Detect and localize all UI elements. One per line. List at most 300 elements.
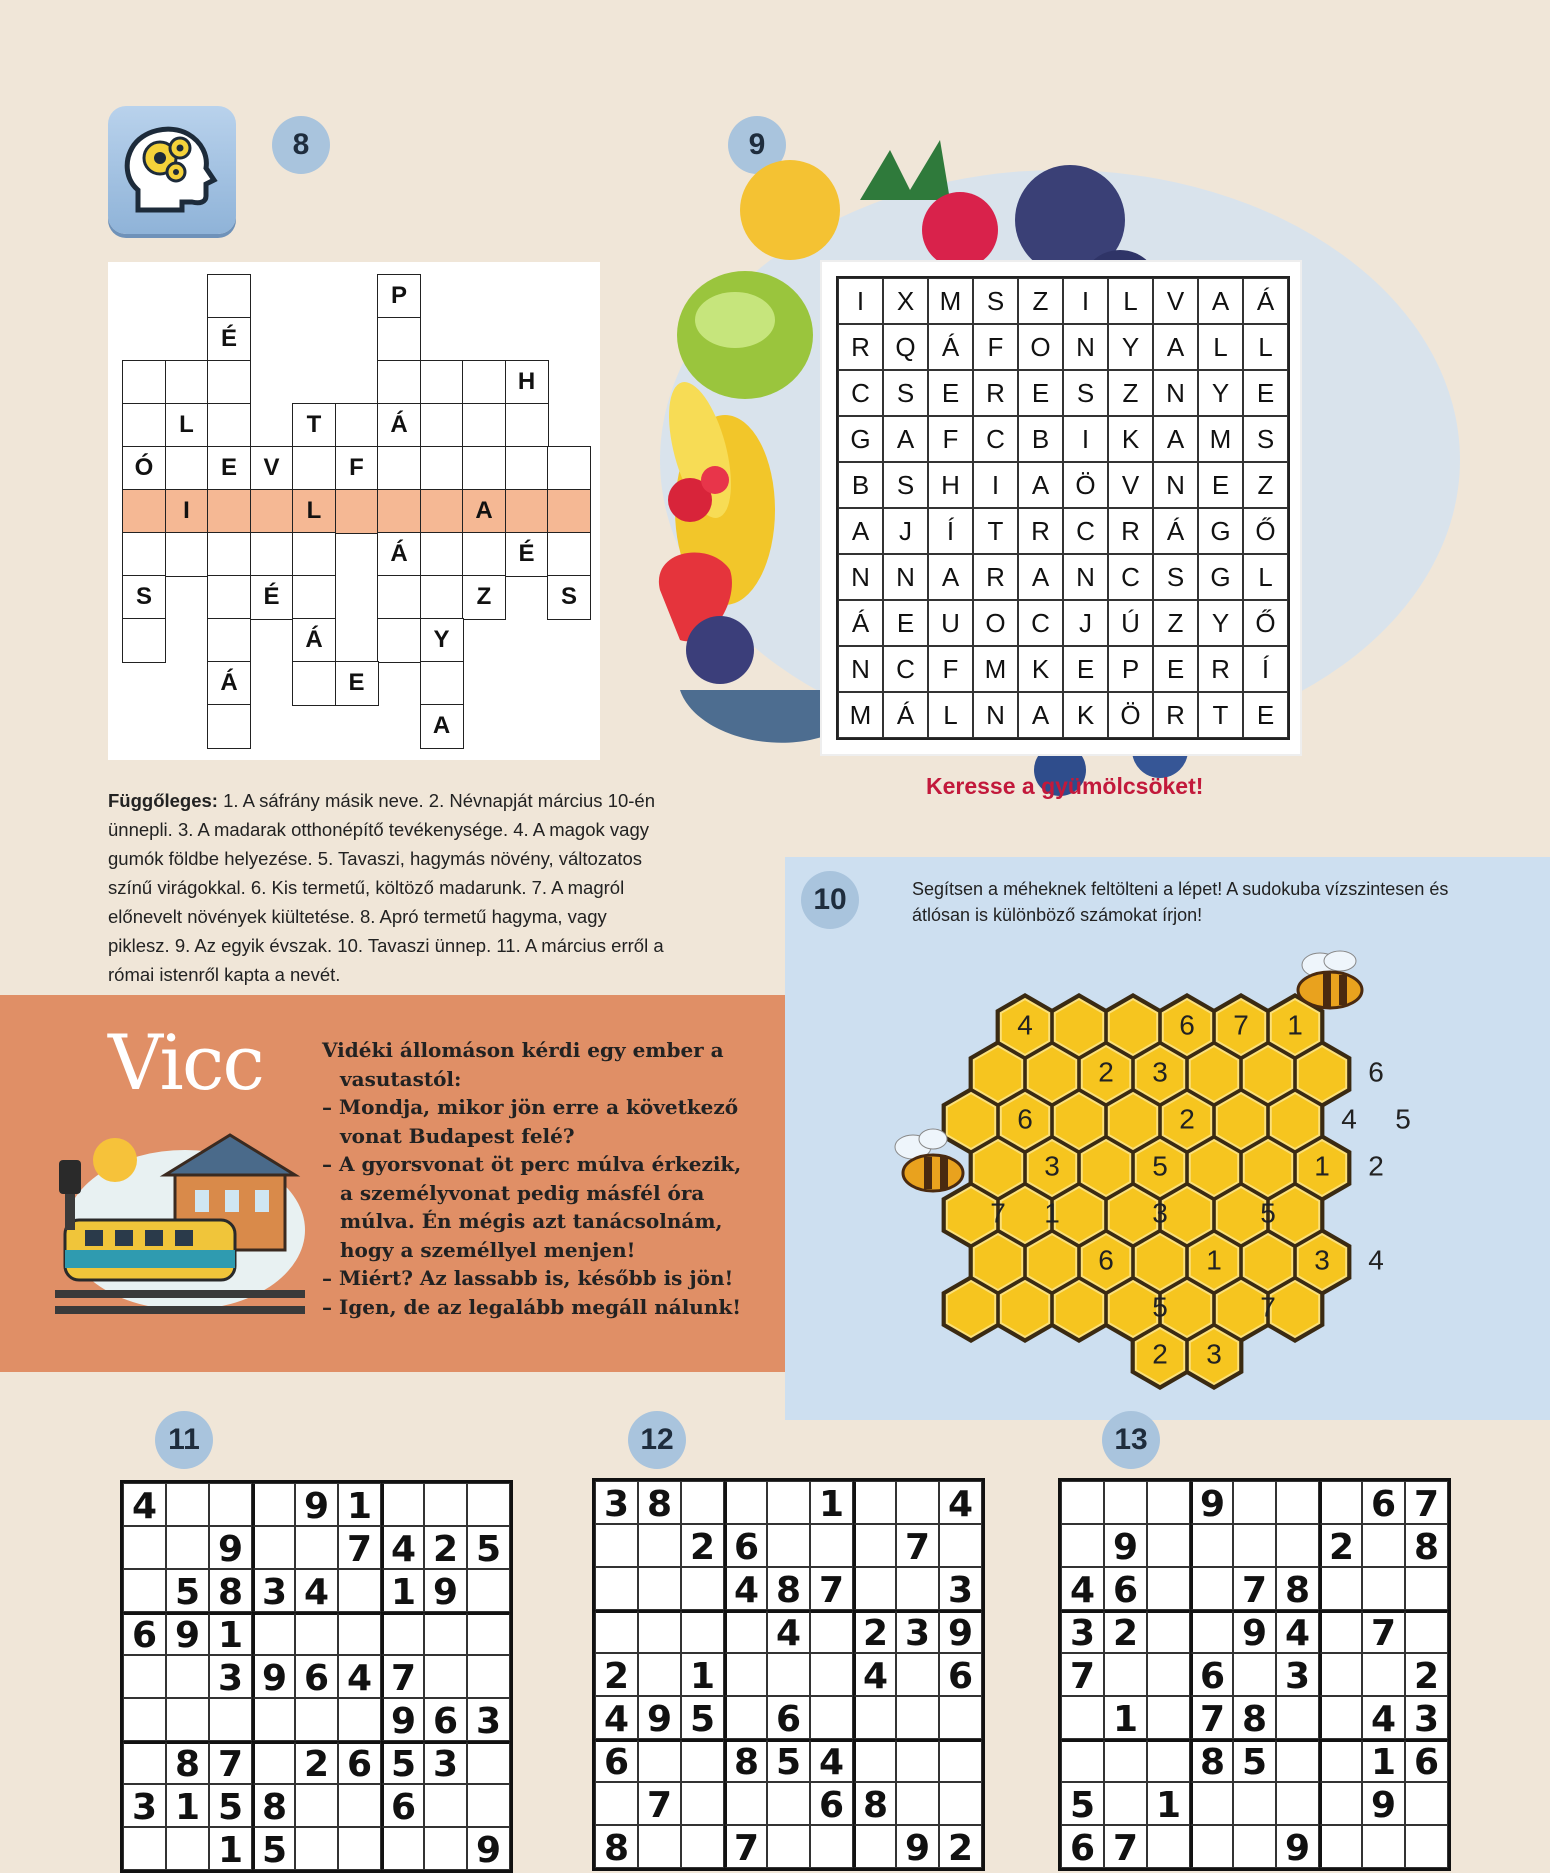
wordsearch-letter[interactable]: N	[1153, 370, 1198, 416]
wordsearch-letter[interactable]: R	[838, 324, 883, 370]
crossword-cell[interactable]: P	[377, 274, 421, 319]
sudoku-cell[interactable]: 2	[1319, 1524, 1362, 1567]
crossword-cell[interactable]: Á	[292, 618, 336, 663]
sudoku-cell[interactable]	[295, 1698, 338, 1741]
sudoku-cell[interactable]	[853, 1567, 896, 1610]
crossword-cell[interactable]	[462, 446, 506, 491]
crossword-cell[interactable]	[505, 446, 549, 491]
sudoku-cell[interactable]: 8	[1405, 1524, 1448, 1567]
crossword-cell[interactable]: S	[547, 575, 591, 620]
wordsearch-letter[interactable]: Á	[838, 600, 883, 646]
sudoku-cell[interactable]	[381, 1827, 424, 1870]
crossword-cell[interactable]	[207, 489, 251, 534]
crossword-cell[interactable]	[207, 575, 251, 620]
crossword-cell[interactable]: Á	[207, 661, 251, 706]
sudoku-cell[interactable]	[1190, 1782, 1233, 1825]
wordsearch-letter[interactable]: N	[1063, 554, 1108, 600]
wordsearch-letter[interactable]: P	[1108, 646, 1153, 692]
sudoku-cell[interactable]	[1276, 1696, 1319, 1739]
sudoku-cell[interactable]	[295, 1784, 338, 1827]
sudoku-cell[interactable]	[1233, 1825, 1276, 1868]
sudoku-cell[interactable]	[853, 1696, 896, 1739]
sudoku-cell[interactable]: 9	[252, 1655, 295, 1698]
wordsearch-letter[interactable]: M	[1198, 416, 1243, 462]
crossword-cell[interactable]	[207, 618, 251, 663]
wordsearch-letter[interactable]: L	[1243, 554, 1288, 600]
sudoku-cell[interactable]: 4	[123, 1483, 166, 1526]
wordsearch-letter[interactable]: Y	[1198, 600, 1243, 646]
sudoku-cell[interactable]: 9	[424, 1569, 467, 1612]
sudoku-cell[interactable]	[467, 1569, 510, 1612]
sudoku-cell[interactable]	[1233, 1524, 1276, 1567]
sudoku-cell[interactable]	[638, 1524, 681, 1567]
wordsearch-letter[interactable]: I	[973, 462, 1018, 508]
crossword-cell[interactable]	[335, 489, 379, 534]
sudoku-cell[interactable]	[123, 1655, 166, 1698]
sudoku-cell[interactable]: 7	[1104, 1825, 1147, 1868]
sudoku-cell[interactable]	[123, 1526, 166, 1569]
wordsearch-letter[interactable]: A	[1018, 462, 1063, 508]
wordsearch-letter[interactable]: M	[928, 278, 973, 324]
sudoku-cell[interactable]	[681, 1610, 724, 1653]
crossword-cell[interactable]	[335, 403, 379, 448]
crossword-cell[interactable]	[420, 575, 464, 620]
sudoku-cell[interactable]	[724, 1653, 767, 1696]
sudoku-cell[interactable]: 7	[209, 1741, 252, 1784]
sudoku-cell[interactable]: 2	[853, 1610, 896, 1653]
wordsearch-letter[interactable]: Í	[1243, 646, 1288, 692]
sudoku-cell[interactable]	[939, 1739, 982, 1782]
crossword-cell[interactable]	[122, 489, 166, 534]
sudoku-cell[interactable]	[853, 1481, 896, 1524]
crossword-cell[interactable]	[250, 489, 294, 534]
sudoku-cell[interactable]: 9	[295, 1483, 338, 1526]
sudoku-cell[interactable]: 9	[381, 1698, 424, 1741]
sudoku-cell[interactable]: 2	[295, 1741, 338, 1784]
sudoku-cell[interactable]	[767, 1782, 810, 1825]
sudoku-cell[interactable]: 6	[810, 1782, 853, 1825]
sudoku-cell[interactable]	[338, 1827, 381, 1870]
crossword-cell[interactable]	[547, 446, 591, 491]
sudoku-cell[interactable]	[595, 1524, 638, 1567]
crossword-cell[interactable]	[207, 360, 251, 405]
sudoku-cell[interactable]: 8	[1233, 1696, 1276, 1739]
crossword-cell[interactable]	[292, 532, 336, 577]
sudoku-cell[interactable]	[939, 1782, 982, 1825]
sudoku-cell[interactable]: 8	[1276, 1567, 1319, 1610]
sudoku-cell[interactable]: 7	[638, 1782, 681, 1825]
sudoku-cell[interactable]	[1233, 1653, 1276, 1696]
sudoku-cell[interactable]	[896, 1567, 939, 1610]
crossword-cell[interactable]	[207, 403, 251, 448]
crossword-cell[interactable]	[420, 489, 464, 534]
sudoku-cell[interactable]: 3	[896, 1610, 939, 1653]
crossword-cell[interactable]	[547, 489, 591, 534]
sudoku-cell[interactable]: 3	[1061, 1610, 1104, 1653]
wordsearch-letter[interactable]: S	[973, 278, 1018, 324]
sudoku-cell[interactable]: 6	[595, 1739, 638, 1782]
sudoku-cell[interactable]: 9	[166, 1612, 209, 1655]
sudoku-cell[interactable]	[724, 1481, 767, 1524]
sudoku-cell[interactable]: 9	[896, 1825, 939, 1868]
sudoku-cell[interactable]	[1233, 1782, 1276, 1825]
sudoku-cell[interactable]	[1319, 1739, 1362, 1782]
wordsearch-letter[interactable]: R	[1198, 646, 1243, 692]
wordsearch-letter[interactable]: R	[1108, 508, 1153, 554]
crossword-cell[interactable]: E	[335, 661, 379, 706]
crossword-cell[interactable]	[420, 661, 464, 706]
wordsearch-letter[interactable]: Z	[1018, 278, 1063, 324]
crossword-cell[interactable]: L	[165, 403, 209, 448]
sudoku-cell[interactable]: 6	[1362, 1481, 1405, 1524]
crossword-cell[interactable]	[377, 489, 421, 534]
sudoku-cell[interactable]	[252, 1483, 295, 1526]
sudoku-cell[interactable]: 4	[767, 1610, 810, 1653]
sudoku-cell[interactable]	[1319, 1653, 1362, 1696]
sudoku-cell[interactable]	[467, 1483, 510, 1526]
wordsearch-letter[interactable]: Z	[1153, 600, 1198, 646]
crossword-cell[interactable]	[420, 403, 464, 448]
wordsearch-letter[interactable]: Ú	[1108, 600, 1153, 646]
wordsearch-letter[interactable]: N	[1153, 462, 1198, 508]
sudoku-cell[interactable]	[1405, 1825, 1448, 1868]
sudoku-cell[interactable]: 6	[381, 1784, 424, 1827]
wordsearch-letter[interactable]: F	[973, 324, 1018, 370]
sudoku-cell[interactable]	[338, 1698, 381, 1741]
wordsearch-letter[interactable]: M	[838, 692, 883, 738]
sudoku-cell[interactable]: 4	[810, 1739, 853, 1782]
wordsearch-letter[interactable]: R	[973, 370, 1018, 416]
sudoku-cell[interactable]: 6	[767, 1696, 810, 1739]
wordsearch-letter[interactable]: Ő	[1243, 508, 1288, 554]
wordsearch-letter[interactable]: I	[1063, 278, 1108, 324]
sudoku-cell[interactable]	[166, 1655, 209, 1698]
sudoku-cell[interactable]	[1104, 1653, 1147, 1696]
wordsearch-letter[interactable]: E	[1153, 646, 1198, 692]
crossword-cell[interactable]	[207, 274, 251, 319]
sudoku-cell[interactable]	[810, 1696, 853, 1739]
wordsearch-letter[interactable]: K	[1108, 416, 1153, 462]
sudoku-cell[interactable]	[467, 1655, 510, 1698]
crossword-cell[interactable]	[250, 532, 294, 577]
crossword-cell[interactable]	[122, 360, 166, 405]
wordsearch-letter[interactable]: X	[883, 278, 928, 324]
crossword-cell[interactable]: L	[292, 489, 336, 534]
sudoku-cell[interactable]	[1362, 1653, 1405, 1696]
sudoku-cell[interactable]	[1276, 1739, 1319, 1782]
sudoku-cell[interactable]: 8	[724, 1739, 767, 1782]
crossword-cell[interactable]: F	[335, 446, 379, 491]
sudoku-cell[interactable]: 9	[1233, 1610, 1276, 1653]
sudoku-cell[interactable]	[1190, 1610, 1233, 1653]
crossword-cell[interactable]	[292, 575, 336, 620]
wordsearch-letter[interactable]: N	[838, 554, 883, 600]
sudoku-cell[interactable]	[638, 1567, 681, 1610]
sudoku-cell[interactable]	[424, 1612, 467, 1655]
wordsearch-letter[interactable]: Ö	[1063, 462, 1108, 508]
sudoku-cell[interactable]: 1	[1362, 1739, 1405, 1782]
sudoku-cell[interactable]: 6	[939, 1653, 982, 1696]
sudoku-cell[interactable]	[295, 1827, 338, 1870]
sudoku-cell[interactable]	[1147, 1567, 1190, 1610]
sudoku-cell[interactable]	[1061, 1696, 1104, 1739]
sudoku-cell[interactable]: 4	[338, 1655, 381, 1698]
sudoku-cell[interactable]: 6	[1104, 1567, 1147, 1610]
sudoku-cell[interactable]: 4	[381, 1526, 424, 1569]
sudoku-cell[interactable]	[338, 1612, 381, 1655]
wordsearch-letter[interactable]: Y	[1108, 324, 1153, 370]
sudoku-cell[interactable]	[1061, 1739, 1104, 1782]
sudoku-cell[interactable]	[166, 1827, 209, 1870]
sudoku-cell[interactable]	[681, 1567, 724, 1610]
sudoku-cell[interactable]	[681, 1739, 724, 1782]
sudoku-cell[interactable]: 6	[1061, 1825, 1104, 1868]
wordsearch-letter[interactable]: Í	[928, 508, 973, 554]
sudoku-cell[interactable]: 1	[166, 1784, 209, 1827]
wordsearch-letter[interactable]: N	[883, 554, 928, 600]
sudoku-cell[interactable]: 5	[209, 1784, 252, 1827]
sudoku-cell[interactable]: 5	[681, 1696, 724, 1739]
sudoku-cell[interactable]: 3	[424, 1741, 467, 1784]
sudoku-cell[interactable]	[896, 1739, 939, 1782]
wordsearch-letter[interactable]: C	[973, 416, 1018, 462]
crossword-cell[interactable]	[292, 446, 336, 491]
sudoku-cell[interactable]	[338, 1569, 381, 1612]
sudoku-cell[interactable]: 3	[939, 1567, 982, 1610]
sudoku-cell[interactable]	[424, 1483, 467, 1526]
sudoku-cell[interactable]	[338, 1784, 381, 1827]
sudoku-cell[interactable]	[724, 1782, 767, 1825]
crossword-cell[interactable]: É	[250, 575, 294, 620]
sudoku-cell[interactable]: 5	[381, 1741, 424, 1784]
crossword-cell[interactable]	[377, 618, 421, 663]
crossword-cell[interactable]: V	[250, 446, 294, 491]
sudoku-cell[interactable]: 3	[595, 1481, 638, 1524]
sudoku-cell[interactable]	[1190, 1567, 1233, 1610]
sudoku-cell[interactable]: 4	[724, 1567, 767, 1610]
wordsearch-letter[interactable]: Y	[1198, 370, 1243, 416]
sudoku-cell[interactable]	[295, 1526, 338, 1569]
sudoku-cell[interactable]: 2	[1104, 1610, 1147, 1653]
sudoku-cell[interactable]: 4	[1276, 1610, 1319, 1653]
sudoku-cell[interactable]	[896, 1696, 939, 1739]
sudoku-cell[interactable]	[123, 1698, 166, 1741]
sudoku-cell[interactable]: 4	[295, 1569, 338, 1612]
crossword-cell[interactable]: I	[165, 489, 209, 534]
sudoku-cell[interactable]: 3	[1276, 1653, 1319, 1696]
crossword-cell[interactable]: A	[462, 489, 506, 534]
sudoku-cell[interactable]: 5	[1061, 1782, 1104, 1825]
crossword-cell[interactable]: H	[505, 360, 549, 405]
sudoku-cell[interactable]	[1147, 1610, 1190, 1653]
crossword-cell[interactable]	[165, 360, 209, 405]
wordsearch-letter[interactable]: E	[928, 370, 973, 416]
sudoku-cell[interactable]	[810, 1653, 853, 1696]
wordsearch-letter[interactable]: G	[1198, 554, 1243, 600]
wordsearch-letter[interactable]: N	[838, 646, 883, 692]
crossword-cell[interactable]	[377, 446, 421, 491]
sudoku-cell[interactable]	[1147, 1739, 1190, 1782]
sudoku-cell[interactable]: 4	[853, 1653, 896, 1696]
sudoku-cell[interactable]: 6	[1190, 1653, 1233, 1696]
wordsearch-letter[interactable]: T	[973, 508, 1018, 554]
sudoku-cell[interactable]	[595, 1567, 638, 1610]
sudoku-cell[interactable]	[724, 1610, 767, 1653]
wordsearch-letter[interactable]: Z	[1108, 370, 1153, 416]
wordsearch-letter[interactable]: A	[1153, 324, 1198, 370]
sudoku-cell[interactable]: 9	[1104, 1524, 1147, 1567]
wordsearch-letter[interactable]: R	[1153, 692, 1198, 738]
sudoku-cell[interactable]: 3	[209, 1655, 252, 1698]
sudoku-cell[interactable]	[1276, 1481, 1319, 1524]
sudoku-cell[interactable]	[1319, 1782, 1362, 1825]
wordsearch-letter[interactable]: F	[928, 646, 973, 692]
crossword-cell[interactable]	[462, 532, 506, 577]
sudoku-cell[interactable]	[424, 1827, 467, 1870]
sudoku-cell[interactable]	[1319, 1825, 1362, 1868]
sudoku-cell[interactable]: 1	[381, 1569, 424, 1612]
wordsearch-letter[interactable]: S	[1153, 554, 1198, 600]
wordsearch-letter[interactable]: O	[973, 600, 1018, 646]
crossword-cell[interactable]: Ó	[122, 446, 166, 491]
sudoku-cell[interactable]	[681, 1782, 724, 1825]
sudoku-cell[interactable]: 7	[810, 1567, 853, 1610]
sudoku-cell[interactable]	[638, 1825, 681, 1868]
wordsearch-letter[interactable]: A	[1018, 554, 1063, 600]
wordsearch-letter[interactable]: C	[1063, 508, 1108, 554]
crossword-cell[interactable]: Z	[462, 575, 506, 620]
sudoku-cell[interactable]	[1190, 1825, 1233, 1868]
wordsearch-letter[interactable]: I	[838, 278, 883, 324]
crossword-cell[interactable]	[547, 532, 591, 577]
sudoku-cell[interactable]	[467, 1612, 510, 1655]
wordsearch-letter[interactable]: S	[1063, 370, 1108, 416]
wordsearch-letter[interactable]: B	[838, 462, 883, 508]
wordsearch-letter[interactable]: Á	[928, 324, 973, 370]
sudoku-cell[interactable]	[1319, 1567, 1362, 1610]
crossword-cell[interactable]: Y	[420, 618, 464, 663]
wordsearch-letter[interactable]: E	[883, 600, 928, 646]
sudoku-cell[interactable]	[638, 1653, 681, 1696]
sudoku-cell[interactable]: 7	[1362, 1610, 1405, 1653]
sudoku-cell[interactable]	[166, 1526, 209, 1569]
wordsearch-letter[interactable]: J	[883, 508, 928, 554]
wordsearch-letter[interactable]: K	[1018, 646, 1063, 692]
crossword-cell[interactable]: A	[420, 704, 464, 749]
sudoku-cell[interactable]	[1319, 1610, 1362, 1653]
sudoku-cell[interactable]	[1147, 1653, 1190, 1696]
crossword-cell[interactable]: T	[292, 403, 336, 448]
sudoku-cell[interactable]: 9	[939, 1610, 982, 1653]
sudoku-cell[interactable]	[1147, 1524, 1190, 1567]
sudoku-cell[interactable]: 8	[767, 1567, 810, 1610]
sudoku-cell[interactable]: 8	[595, 1825, 638, 1868]
wordsearch-letter[interactable]: Á	[883, 692, 928, 738]
crossword-cell[interactable]	[122, 618, 166, 663]
wordsearch-letter[interactable]: E	[1243, 370, 1288, 416]
sudoku-cell[interactable]	[810, 1825, 853, 1868]
sudoku-cell[interactable]: 2	[1405, 1653, 1448, 1696]
wordsearch-letter[interactable]: A	[1018, 692, 1063, 738]
crossword-cell[interactable]	[505, 489, 549, 534]
sudoku-cell[interactable]	[896, 1782, 939, 1825]
sudoku-cell[interactable]: 5	[467, 1526, 510, 1569]
crossword-cell[interactable]	[377, 360, 421, 405]
crossword-cell[interactable]	[292, 661, 336, 706]
sudoku-cell[interactable]	[1405, 1782, 1448, 1825]
wordsearch-letter[interactable]: L	[1243, 324, 1288, 370]
sudoku-cell[interactable]	[1147, 1825, 1190, 1868]
sudoku-cell[interactable]: 3	[252, 1569, 295, 1612]
sudoku-cell[interactable]	[1061, 1481, 1104, 1524]
sudoku-cell[interactable]: 3	[467, 1698, 510, 1741]
sudoku-cell[interactable]	[1233, 1481, 1276, 1524]
crossword-cell[interactable]	[207, 532, 251, 577]
sudoku-cell[interactable]	[638, 1739, 681, 1782]
sudoku-cell[interactable]	[252, 1612, 295, 1655]
wordsearch-letter[interactable]: R	[973, 554, 1018, 600]
crossword-cell[interactable]	[165, 446, 209, 491]
crossword-cell[interactable]: É	[505, 532, 549, 577]
sudoku-cell[interactable]: 7	[338, 1526, 381, 1569]
sudoku-cell[interactable]: 8	[853, 1782, 896, 1825]
sudoku-cell[interactable]	[1190, 1524, 1233, 1567]
sudoku-cell[interactable]	[1405, 1610, 1448, 1653]
sudoku-cell[interactable]	[681, 1825, 724, 1868]
sudoku-cell[interactable]: 4	[1061, 1567, 1104, 1610]
crossword-cell[interactable]	[122, 403, 166, 448]
sudoku-cell[interactable]	[424, 1655, 467, 1698]
wordsearch-letter[interactable]: V	[1108, 462, 1153, 508]
crossword-cell[interactable]: Á	[377, 532, 421, 577]
wordsearch-letter[interactable]: O	[1018, 324, 1063, 370]
sudoku-cell[interactable]: 7	[381, 1655, 424, 1698]
sudoku-cell[interactable]: 8	[209, 1569, 252, 1612]
sudoku-cell[interactable]: 8	[252, 1784, 295, 1827]
sudoku-cell[interactable]	[767, 1481, 810, 1524]
sudoku-cell[interactable]	[1147, 1696, 1190, 1739]
sudoku-cell[interactable]: 6	[338, 1741, 381, 1784]
sudoku-cell[interactable]	[939, 1524, 982, 1567]
crossword-cell[interactable]	[420, 446, 464, 491]
crossword-cell[interactable]: Á	[377, 403, 421, 448]
sudoku-cell[interactable]	[381, 1483, 424, 1526]
crossword-cell[interactable]	[165, 532, 209, 577]
wordsearch-letter[interactable]: A	[1198, 278, 1243, 324]
sudoku-cell[interactable]	[381, 1612, 424, 1655]
sudoku-cell[interactable]	[595, 1782, 638, 1825]
sudoku-cell[interactable]	[1104, 1739, 1147, 1782]
wordsearch-letter[interactable]: N	[1063, 324, 1108, 370]
sudoku-cell[interactable]: 2	[681, 1524, 724, 1567]
sudoku-cell[interactable]: 5	[166, 1569, 209, 1612]
wordsearch-letter[interactable]: E	[1198, 462, 1243, 508]
sudoku-cell[interactable]: 5	[252, 1827, 295, 1870]
sudoku-cell[interactable]	[1362, 1825, 1405, 1868]
sudoku-cell[interactable]: 1	[338, 1483, 381, 1526]
sudoku-cell[interactable]: 9	[209, 1526, 252, 1569]
sudoku-cell[interactable]	[1104, 1481, 1147, 1524]
sudoku-cell[interactable]: 7	[1061, 1653, 1104, 1696]
crossword-cell[interactable]	[122, 532, 166, 577]
sudoku-cell[interactable]: 6	[295, 1655, 338, 1698]
sudoku-cell[interactable]: 1	[1147, 1782, 1190, 1825]
wordsearch-letter[interactable]: G	[1198, 508, 1243, 554]
sudoku-cell[interactable]: 8	[166, 1741, 209, 1784]
sudoku-cell[interactable]	[810, 1610, 853, 1653]
wordsearch-letter[interactable]: Q	[883, 324, 928, 370]
wordsearch-letter[interactable]: Á	[1243, 278, 1288, 324]
